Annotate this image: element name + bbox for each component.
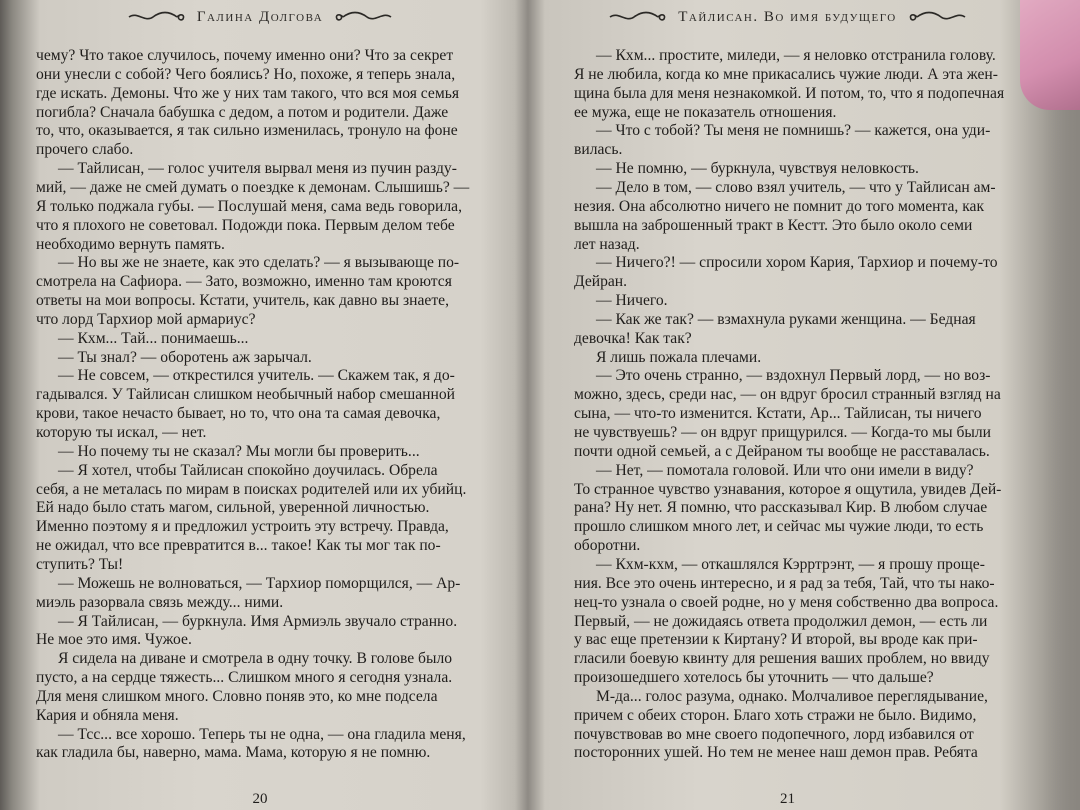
text-line: — Тайлисан, — голос учителя вырвал меня из пучин разду- [58, 160, 457, 178]
text-line: — Как же так? — взмахнула руками женщина. — Бедная [596, 310, 976, 328]
text-line: Я лишь пожала плечами. [596, 348, 762, 366]
text-line: — Не совсем, — открестился учитель. — Скажем так, я до- [58, 367, 455, 385]
text-line: ее мужа, еще не показатель отношения. [574, 103, 837, 121]
text-line: Ей надо было стать магом, сильной, уверенной личностью. [36, 499, 430, 517]
text-line: они унесли с собой? Чего боялись? Но, похоже, я теперь знала, [36, 65, 456, 83]
text-line: почти одной семьей, а с Дейраном ты вообще не расставалась. [574, 442, 990, 460]
text-line: у вас еще претензии к Киртану? И второй, вы вроде как при- [574, 631, 978, 649]
text-line: — Это очень странно, — вздохнул Первый лорд, — но воз- [596, 367, 991, 385]
text-line: прочего слабо. [36, 141, 134, 159]
text-line: ответы на мои вопросы. Кстати, учитель, как давно вы знаете, [36, 292, 449, 310]
text-line: — Дело в том, — слово взял учитель, — что у Тайлисан ам- [596, 178, 996, 196]
text-line: вилась. [574, 141, 623, 159]
text-line: ступить? Ты! [36, 555, 124, 573]
text-line: — Но вы же не знаете, как это сделать? — я вызывающе по- [58, 254, 460, 272]
text-line: То странное чувство узнавания, которое я ощутила, увидев Дей- [574, 480, 1002, 498]
text-line: ния. Все это очень интересно, и я рад за тебя, Тай, что ты нако- [574, 574, 995, 592]
text-line: произошедшего хотелось бы уточнить — что дальше? [574, 669, 934, 687]
ornament-flourish-icon [608, 9, 670, 25]
text-line: почувствовав во мне своего подопечного, лорд избавился от [574, 725, 974, 743]
text-line: сына, — что-то изменится. Кстати, Ар... Тайлисан, ты ничего [574, 405, 982, 423]
text-line: — Кхм-кхм, — откашлялся Кэрртрэнт, — я прошу проще- [596, 555, 985, 573]
text-line: крови, такое нечасто бывает, но то, что она та самая девочка, [36, 405, 441, 423]
text-line: что я плохого не советовал. Подожди пока. Первым делом тебе [36, 216, 455, 234]
ornament-flourish-icon [331, 9, 393, 25]
text-line: — Нет, — помотала головой. Или что они имели в виду? [596, 461, 974, 479]
text-line: лет назад. [574, 235, 640, 253]
left-page-header [0, 6, 520, 28]
text-line: чему? Что такое случилось, почему именно они? Что за секрет [36, 47, 454, 64]
text-line: — Кхм... простите, миледи, — я неловко отстранила голову. [596, 47, 996, 64]
text-line: оборотни. [574, 537, 641, 555]
text-line: — Ничего?! — спросили хором Кария, Тархиор и почему-то [596, 254, 998, 272]
right-page-header [530, 6, 1045, 28]
text-line: — Но почему ты не сказал? Мы могли бы проверить... [58, 442, 420, 460]
text-line: миэль разорвала связь между... ними. [36, 593, 284, 611]
text-line: щина была для меня незнакомкой. И потом, то, что я подопечная [574, 84, 1005, 102]
right-page [530, 0, 1045, 810]
text-line: не ожидал, что все превратится в... такое! Как ты мог так по- [36, 537, 441, 555]
running-header-title: Тайлисан. Во имя будущего [678, 8, 897, 25]
text-line: мий, — даже не смей думать о поездке к демонам. Слышишь? — [36, 178, 470, 196]
text-line: девочка! Как так? [574, 329, 692, 347]
pink-object [1020, 0, 1080, 110]
text-line: Для меня слишком много. Словно поняв это, ко мне подсела [36, 687, 438, 705]
text-line: которую ты искал, — нет. [36, 424, 207, 441]
text-line: М-да... голос разума, однако. Молчаливое переглядывание, [596, 687, 988, 705]
text-line: гласили боевую квинту для решения ваших проблем, но ввиду [574, 650, 990, 668]
text-line: посторонних ушей. Но тем не менее наш демон прав. Ребята [574, 744, 978, 762]
ornament-flourish-icon [127, 9, 189, 25]
left-page [0, 0, 520, 810]
text-line: — Ничего. [596, 292, 668, 310]
ornament-flourish-icon [905, 9, 967, 25]
text-line: Именно поэтому я и предложил устроить эту встречу. Правда, [36, 518, 449, 536]
text-line: — Тсс... все хорошо. Теперь ты не одна, — она гладила меня, [58, 725, 466, 743]
text-line: — Кхм... Тай... понимаешь... [58, 329, 249, 347]
running-header-author: Галина Долгова [196, 8, 324, 25]
text-line: Не мое это имя. Чужое. [36, 631, 192, 649]
text-line: причем с обеих сторон. Благо хоть стражи не было. Видимо, [574, 706, 977, 724]
text-line: Кария и обняла меня. [36, 706, 179, 724]
text-line: — Что с тобой? Ты меня не помнишь? — кажется, она уди- [596, 122, 991, 140]
text-line: необходимо вернуть память. [36, 235, 225, 253]
text-line: рана? Ну нет. Я помню, что рассказывал Кир. В любом случае [574, 499, 988, 517]
text-line: гадывался. У Тайлисан слишком необычный набор смешанной [36, 386, 456, 404]
text-line: смотрела на Сафиора. — Зато, возможно, именно там кроются [36, 273, 452, 291]
page-number: 20 [252, 791, 268, 807]
text-line: нец-то узнала о своей родне, но у меня собственно два вопроса. [574, 593, 999, 611]
text-line: вышла на заброшенный тракт в Кестт. Это было около семи [574, 216, 973, 234]
text-line: — Я хотел, чтобы Тайлисан спокойно доучилась. Обрела [58, 461, 438, 479]
text-line: Дейран. [574, 273, 628, 291]
text-line: погибла? Сначала бабушка с дедом, а потом и родители. Даже [36, 103, 449, 121]
text-line: Я только поджала губы. — Послушай меня, сама ведь говорила, [36, 197, 462, 215]
text-line: не чувствуешь? — он вдруг прищурился. — Когда-то мы были [574, 424, 991, 441]
text-line: что лорд Тархиор мой армариус? [36, 310, 256, 328]
text-line: прошло слишком много лет, и сейчас мы чужие люди, то есть [574, 518, 984, 536]
page-number: 21 [780, 791, 795, 807]
text-line: можно, здесь, среди нас, — он вдруг бросил странный взгляд на [574, 386, 1001, 404]
text-line: где искать. Демоны. Что же у них там такого, что вся моя семья [36, 84, 459, 102]
text-line: — Не помню, — буркнула, чувствуя неловкость. [596, 160, 919, 178]
text-line: — Я Тайлисан, — буркнула. Имя Армиэль звучало странно. [58, 612, 458, 630]
text-line: — Можешь не волноваться, — Тархиор поморщился, — Ар- [58, 574, 461, 592]
text-line: Я не любила, когда ко мне прикасались чужие люди. А эта жен- [574, 65, 998, 83]
text-line: как гладила бы, наверно, мама. Мама, которую я не помню. [36, 744, 431, 762]
text-line: пусто, а на сердце тяжесть... Слишком много я сегодня узнала. [36, 669, 453, 687]
page-edge-shadow [1042, 110, 1080, 810]
text-line: то, что, оказывается, я так сильно изменилась, тронуло на фоне [36, 122, 458, 140]
text-line: Первый, — не дожидаясь ответа продолжил демон, — есть ли [574, 612, 988, 630]
text-line: — Ты знал? — оборотень аж зарычал. [58, 348, 312, 366]
text-line: Я сидела на диване и смотрела в одну точку. В голове было [58, 650, 453, 668]
text-line: незия. Она абсолютно ничего не помнит до того момента, как [574, 197, 985, 215]
text-line: себя, а не металась по мирам в поисках родителей или их убийц. [36, 480, 467, 498]
